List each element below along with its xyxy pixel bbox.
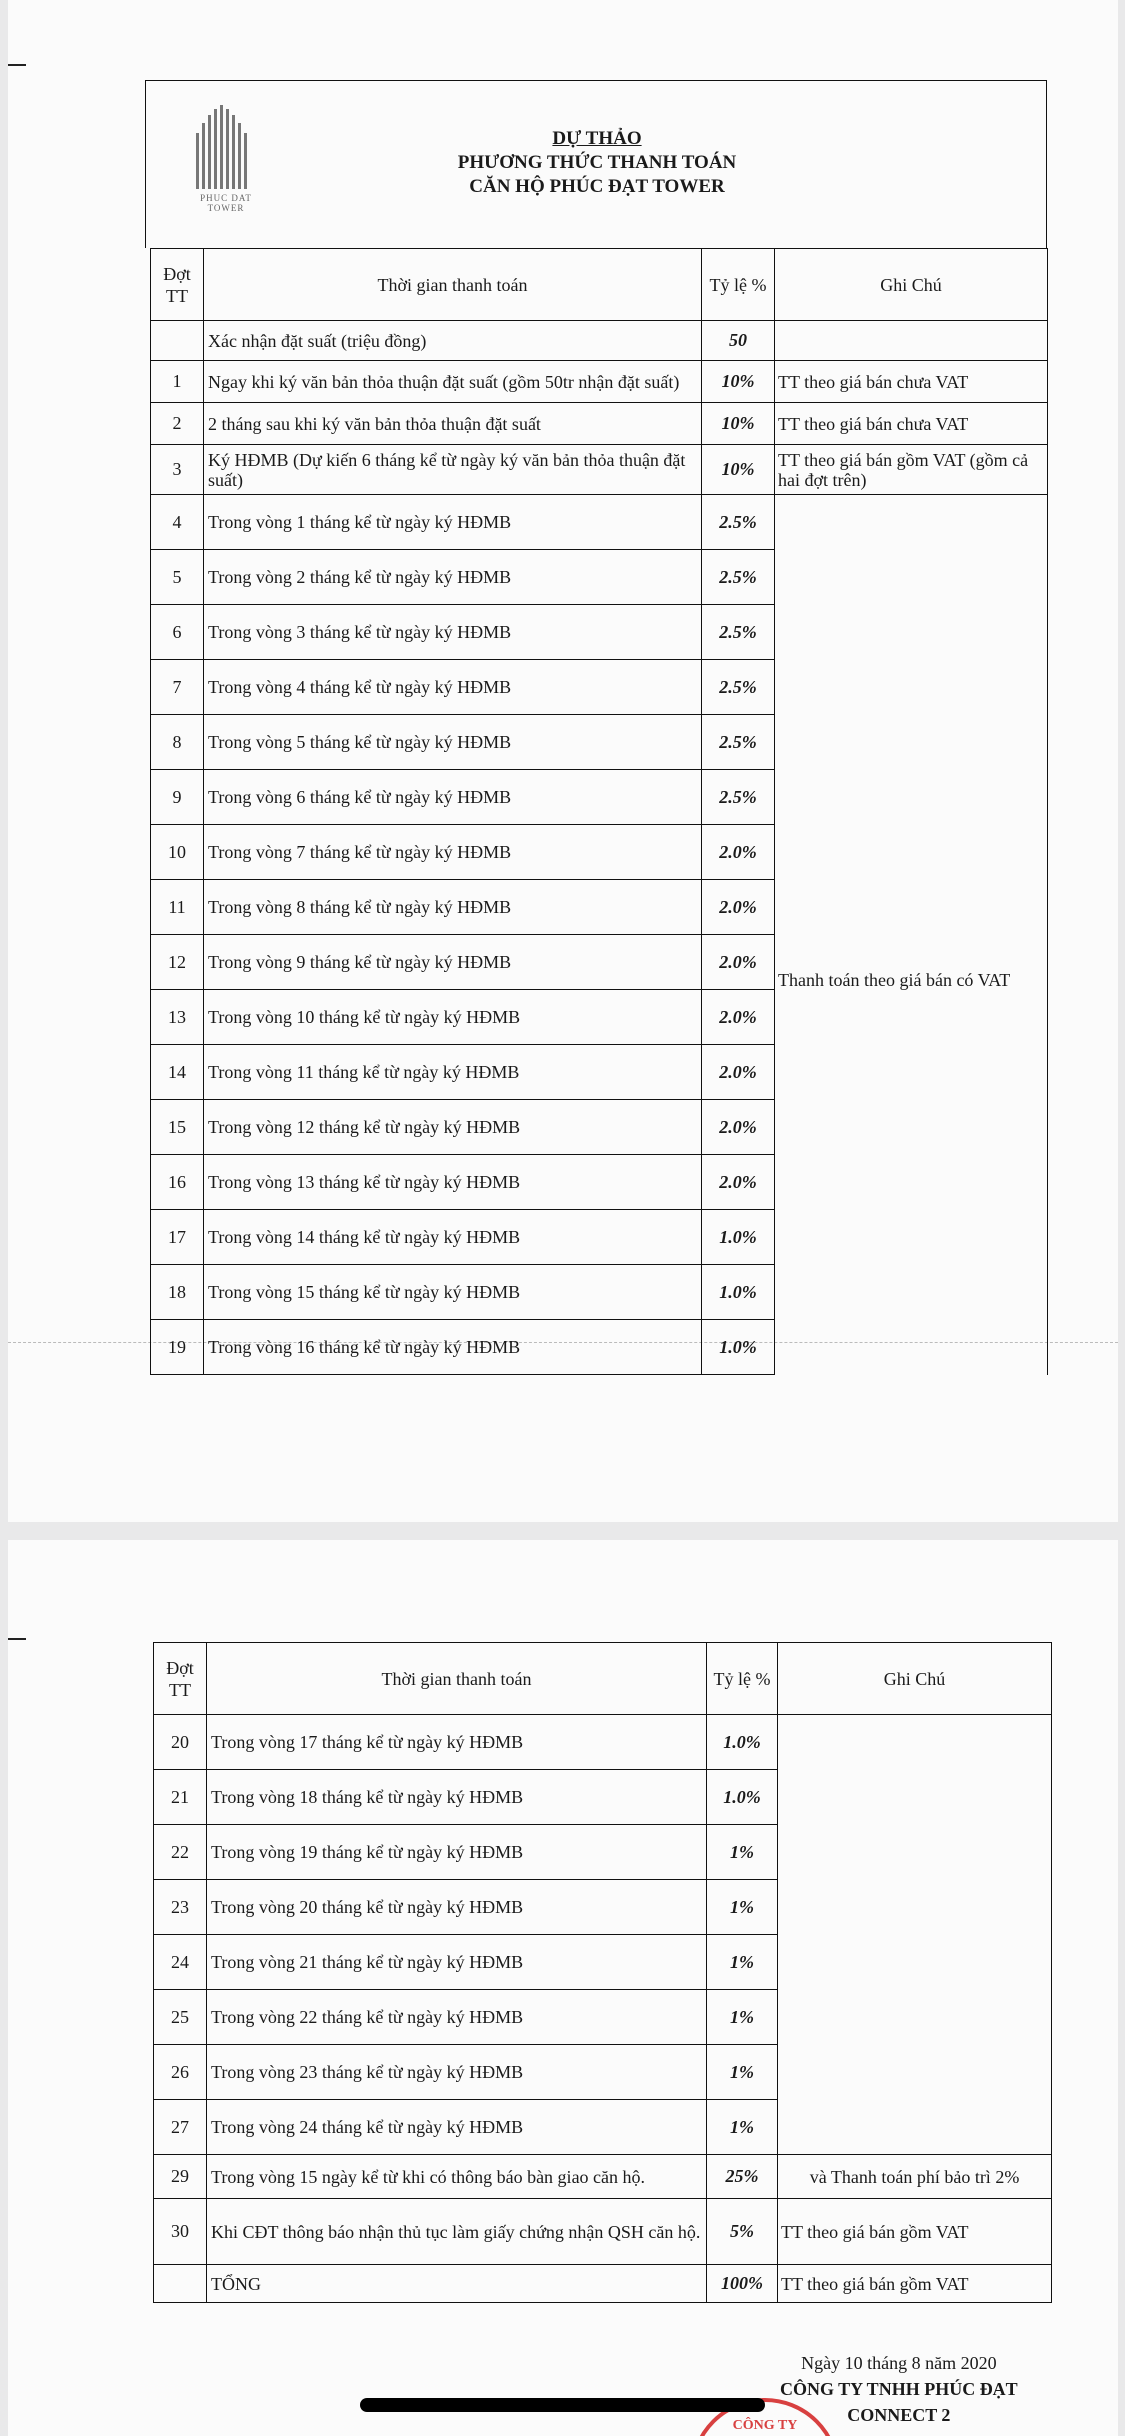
- row-note: TT theo giá bán gồm VAT (gồm cả hai đợt trên): [775, 445, 1048, 495]
- row-number: [154, 2265, 207, 2303]
- row-payment-time: Trong vòng 15 ngày kể từ khi có thông báo bàn giao căn hộ.: [207, 2155, 707, 2199]
- row-number: 17: [151, 1210, 204, 1265]
- row-number: [151, 321, 204, 361]
- row-number: 15: [151, 1100, 204, 1155]
- row-rate: 2.0%: [702, 1100, 775, 1155]
- row-number: 25: [154, 1990, 207, 2045]
- row-number: 13: [151, 990, 204, 1045]
- merged-note: Thanh toán theo giá bán có VAT: [775, 495, 1048, 1375]
- row-number: 18: [151, 1265, 204, 1320]
- col-header-note: Ghi Chú: [778, 1643, 1052, 1715]
- col-header-time: Thời gian thanh toán: [204, 249, 702, 321]
- table-row: [151, 321, 1048, 361]
- row-rate: 1.0%: [702, 1210, 775, 1265]
- row-number: 5: [151, 550, 204, 605]
- row-number: 26: [154, 2045, 207, 2100]
- row-number: 27: [154, 2100, 207, 2155]
- row-payment-time: Trong vòng 8 tháng kể từ ngày ký HĐMB: [204, 880, 702, 935]
- col-header-no: Đợt TT: [154, 1643, 207, 1715]
- col-header-no: Đợt TT: [151, 249, 204, 321]
- row-note: TT theo giá bán chưa VAT: [775, 361, 1048, 403]
- row-payment-time: Trong vòng 11 tháng kể từ ngày ký HĐMB: [204, 1045, 702, 1100]
- row-number: 22: [154, 1825, 207, 1880]
- row-payment-time: Trong vòng 10 tháng kể từ ngày ký HĐMB: [204, 990, 702, 1045]
- row-payment-time: Trong vòng 1 tháng kể từ ngày ký HĐMB: [204, 495, 702, 550]
- row-rate: 1.0%: [702, 1320, 775, 1375]
- signature-date: Ngày 10 tháng 8 năm 2020: [801, 2353, 997, 2373]
- row-number: 4: [151, 495, 204, 550]
- row-rate: 1.0%: [707, 1715, 778, 1770]
- empty-note-cell: [778, 1715, 1052, 2155]
- row-rate: 5%: [707, 2199, 778, 2265]
- row-rate: 1%: [707, 2045, 778, 2100]
- row-payment-time: Trong vòng 18 tháng kể từ ngày ký HĐMB: [207, 1770, 707, 1825]
- row-number: 6: [151, 605, 204, 660]
- table-row: [151, 403, 1048, 445]
- row-payment-time: Trong vòng 20 tháng kể từ ngày ký HĐMB: [207, 1880, 707, 1935]
- signature-block: [780, 2350, 1018, 2428]
- row-payment-time: Trong vòng 21 tháng kể từ ngày ký HĐMB: [207, 1935, 707, 1990]
- row-rate: 1.0%: [707, 1770, 778, 1825]
- row-rate: 25%: [707, 2155, 778, 2199]
- row-payment-time: Trong vòng 17 tháng kể từ ngày ký HĐMB: [207, 1715, 707, 1770]
- row-rate: 2.5%: [702, 605, 775, 660]
- table-row: [154, 2199, 1052, 2265]
- row-payment-time: Ký HĐMB (Dự kiến 6 tháng kể từ ngày ký văn bản thỏa thuận đặt suất): [204, 445, 702, 495]
- home-indicator[interactable]: [360, 2398, 765, 2412]
- table-row: [154, 2265, 1052, 2303]
- row-rate: 2.5%: [702, 495, 775, 550]
- row-number: 29: [154, 2155, 207, 2199]
- row-number: 10: [151, 825, 204, 880]
- table-row: [151, 445, 1048, 495]
- row-payment-time: Trong vòng 4 tháng kể từ ngày ký HĐMB: [204, 660, 702, 715]
- title-line-2: CĂN HỘ PHÚC ĐẠT TOWER: [469, 176, 725, 197]
- document-title: [146, 127, 1048, 199]
- payment-schedule-table-page-2: [153, 1642, 1052, 2303]
- row-number: 19: [151, 1320, 204, 1375]
- row-rate: 2.5%: [702, 550, 775, 605]
- row-rate: 2.0%: [702, 880, 775, 935]
- row-payment-time: Trong vòng 14 tháng kể từ ngày ký HĐMB: [204, 1210, 702, 1265]
- row-number: 23: [154, 1880, 207, 1935]
- row-rate: 2.0%: [702, 1045, 775, 1100]
- row-payment-time: Trong vòng 24 tháng kể từ ngày ký HĐMB: [207, 2100, 707, 2155]
- row-note: TT theo giá bán gồm VAT: [778, 2199, 1052, 2265]
- row-payment-time: TỔNG: [207, 2265, 707, 2303]
- row-rate: 2.5%: [702, 660, 775, 715]
- row-payment-time: Trong vòng 7 tháng kể từ ngày ký HĐMB: [204, 825, 702, 880]
- row-number: 21: [154, 1770, 207, 1825]
- title-line-1: PHƯƠNG THỨC THANH TOÁN: [457, 152, 737, 173]
- row-number: 30: [154, 2199, 207, 2265]
- row-number: 3: [151, 445, 204, 495]
- row-payment-time: Trong vòng 6 tháng kể từ ngày ký HĐMB: [204, 770, 702, 825]
- row-rate: 2.0%: [702, 935, 775, 990]
- row-number: 16: [151, 1155, 204, 1210]
- row-payment-time: Ngay khi ký văn bản thỏa thuận đặt suất (gồm 50tr nhận đặt suất): [204, 361, 702, 403]
- row-rate: 10%: [702, 403, 775, 445]
- col-header-rate: Tỷ lệ %: [707, 1643, 778, 1715]
- row-rate: 10%: [702, 361, 775, 403]
- table-header-row: [151, 249, 1048, 321]
- payment-schedule-table-page-1: [150, 248, 1048, 1375]
- row-number: 12: [151, 935, 204, 990]
- row-rate: 1%: [707, 1990, 778, 2045]
- table-row: [151, 495, 1048, 550]
- row-note: và Thanh toán phí bảo trì 2%: [778, 2155, 1052, 2199]
- row-number: 20: [154, 1715, 207, 1770]
- row-rate: 2.0%: [702, 1155, 775, 1210]
- row-payment-time: Trong vòng 13 tháng kể từ ngày ký HĐMB: [204, 1155, 702, 1210]
- row-payment-time: Trong vòng 23 tháng kể từ ngày ký HĐMB: [207, 2045, 707, 2100]
- row-note: TT theo giá bán chưa VAT: [775, 403, 1048, 445]
- table-row: [151, 361, 1048, 403]
- row-number: 7: [151, 660, 204, 715]
- document-header-box: [145, 80, 1047, 248]
- row-rate: 2.0%: [702, 990, 775, 1045]
- row-payment-time: Trong vòng 3 tháng kể từ ngày ký HĐMB: [204, 605, 702, 660]
- company-name-line-1: CÔNG TY TNHH PHÚC ĐẠT: [780, 2379, 1018, 2399]
- row-payment-time: Xác nhận đặt suất (triệu đồng): [204, 321, 702, 361]
- row-payment-time: Trong vòng 12 tháng kể từ ngày ký HĐMB: [204, 1100, 702, 1155]
- row-number: 2: [151, 403, 204, 445]
- company-stamp: CÔNG TY: [690, 2398, 840, 2436]
- row-rate: 1%: [707, 1825, 778, 1880]
- company-name-line-2: CONNECT 2: [847, 2405, 951, 2425]
- row-number: 14: [151, 1045, 204, 1100]
- row-rate: 2.5%: [702, 770, 775, 825]
- row-payment-time: Trong vòng 22 tháng kể từ ngày ký HĐMB: [207, 1990, 707, 2045]
- row-payment-time: Trong vòng 19 tháng kể từ ngày ký HĐMB: [207, 1825, 707, 1880]
- row-payment-time: Trong vòng 9 tháng kể từ ngày ký HĐMB: [204, 935, 702, 990]
- row-rate: 10%: [702, 445, 775, 495]
- col-header-time: Thời gian thanh toán: [207, 1643, 707, 1715]
- col-header-rate: Tỷ lệ %: [702, 249, 775, 321]
- row-payment-time: 2 tháng sau khi ký văn bản thỏa thuận đặt suất: [204, 403, 702, 445]
- row-number: 1: [151, 361, 204, 403]
- row-rate: 1%: [707, 2100, 778, 2155]
- row-payment-time: Trong vòng 5 tháng kể từ ngày ký HĐMB: [204, 715, 702, 770]
- row-number: 9: [151, 770, 204, 825]
- row-rate: 50: [702, 321, 775, 361]
- row-number: 8: [151, 715, 204, 770]
- row-rate: 1.0%: [702, 1265, 775, 1320]
- row-rate: 1%: [707, 1880, 778, 1935]
- row-rate: 2.0%: [702, 825, 775, 880]
- row-payment-time: Trong vòng 2 tháng kể từ ngày ký HĐMB: [204, 550, 702, 605]
- table-row: [154, 1715, 1052, 1770]
- row-payment-time: Khi CĐT thông báo nhận thủ tục làm giấy chứng nhận QSH căn hộ.: [207, 2199, 707, 2265]
- row-payment-time: Trong vòng 15 tháng kể từ ngày ký HĐMB: [204, 1265, 702, 1320]
- row-rate: 2.5%: [702, 715, 775, 770]
- row-number: 24: [154, 1935, 207, 1990]
- col-header-note: Ghi Chú: [775, 249, 1048, 321]
- page-edge-mark: [8, 1638, 26, 1640]
- draft-label: DỰ THẢO: [552, 128, 642, 149]
- row-number: 11: [151, 880, 204, 935]
- row-note: TT theo giá bán gồm VAT: [778, 2265, 1052, 2303]
- row-rate: 1%: [707, 1935, 778, 1990]
- row-payment-time: Trong vòng 16 tháng kể từ ngày ký HĐMB: [204, 1320, 702, 1375]
- row-note: [775, 321, 1048, 361]
- page-edge-mark: [8, 64, 26, 66]
- table-row: [154, 2155, 1052, 2199]
- logo-caption: PHUC DAT TOWER: [200, 193, 252, 213]
- table-header-row: [154, 1643, 1052, 1715]
- row-rate: 100%: [707, 2265, 778, 2303]
